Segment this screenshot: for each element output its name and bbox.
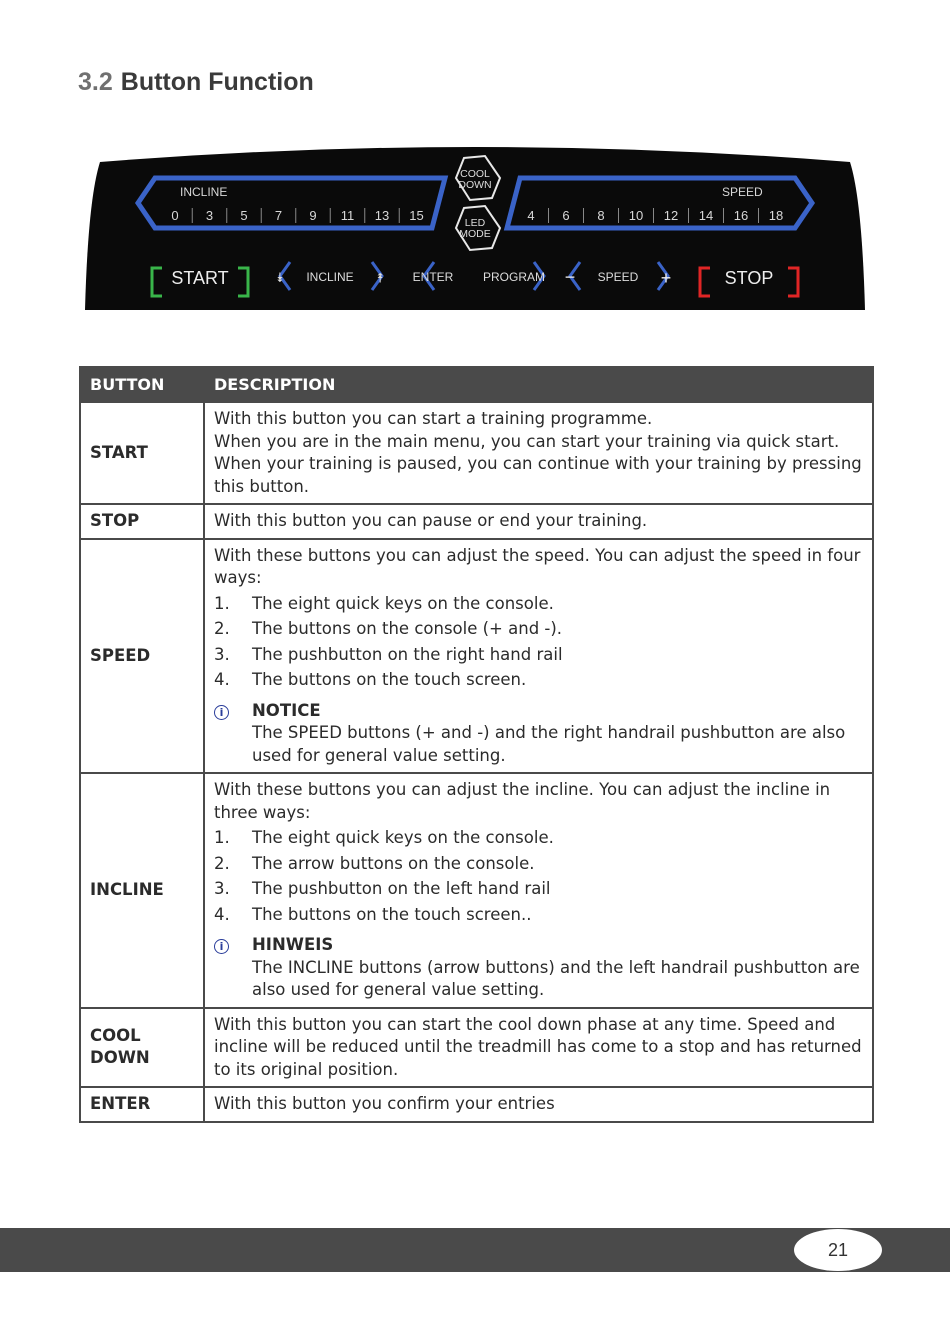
incline-console-label: INCLINE — [306, 270, 354, 284]
console-panel — [80, 140, 870, 320]
list-number: 3. — [214, 644, 230, 664]
cool-down-label-2: DOWN — [458, 179, 492, 191]
row-name-line: COOL — [90, 1025, 141, 1045]
row-name: INCLINE — [80, 773, 204, 1008]
incline-key-0[interactable]: 0 — [171, 208, 179, 223]
section-number: 3.2 — [78, 68, 113, 96]
speed-console-label: SPEED — [597, 270, 639, 284]
info-circle-icon: i — [214, 934, 252, 1002]
speed-key-10[interactable]: 10 — [628, 208, 644, 223]
list-text: The buttons on the touch screen.. — [252, 904, 532, 924]
list-number: 2. — [214, 853, 230, 873]
row-name-line: DOWN — [90, 1048, 150, 1068]
list-item — [214, 827, 863, 850]
row-description: With this button you can pause or end your training. — [204, 504, 873, 539]
speed-plus-icon[interactable]: + — [660, 268, 672, 288]
header-button: BUTTON — [80, 367, 204, 402]
desc-intro: With these buttons you can adjust the incline. You can adjust the incline in three ways: — [214, 780, 831, 822]
row-name: SPEED — [80, 539, 204, 774]
table-row-start — [80, 402, 873, 504]
list-number: 4. — [214, 904, 230, 924]
notice-text: The SPEED buttons (+ and -) and the right handrail pushbutton are also used for general value setting. — [252, 723, 846, 765]
list-item — [214, 593, 863, 616]
notice-box — [214, 934, 863, 1002]
enter-console-label: ENTER — [412, 270, 454, 284]
row-name: START — [80, 402, 204, 504]
incline-key-9[interactable]: 9 — [309, 208, 317, 223]
row-description: With this button you can start the cool down phase at any time. Speed and incline will be reduced until the treadmill has come to a stop and has returned to its original position. — [204, 1008, 873, 1088]
speed-key-12[interactable]: 12 — [663, 208, 679, 223]
row-description — [204, 773, 873, 1008]
list-text: The buttons on the touch screen. — [252, 670, 527, 689]
list-item — [214, 669, 863, 692]
speed-key-8[interactable]: 8 — [597, 208, 605, 223]
table-header-row — [80, 367, 873, 402]
incline-key-5[interactable]: 5 — [240, 208, 248, 223]
row-name — [80, 1008, 204, 1088]
list-text: The eight quick keys on the console. — [252, 828, 554, 847]
section-heading — [78, 68, 314, 97]
notice-text: The INCLINE buttons (arrow buttons) and the left handrail pushbutton are also used for general value setting. — [252, 957, 860, 999]
list-number: 3. — [214, 879, 230, 898]
list-number: 2. — [214, 619, 230, 638]
row-name: STOP — [80, 504, 204, 539]
list-text: The arrow buttons on the console. — [252, 853, 535, 873]
section-title: Button Function — [120, 68, 314, 96]
list-item — [214, 853, 863, 876]
list-item — [214, 618, 863, 641]
row-description — [204, 539, 873, 774]
incline-key-13[interactable]: 13 — [374, 208, 390, 223]
incline-key-3[interactable]: 3 — [205, 208, 214, 223]
list-item — [214, 878, 863, 901]
table-row-stop — [80, 504, 873, 539]
incline-key-15[interactable]: 15 — [409, 208, 424, 223]
notice-box — [214, 700, 863, 768]
desc-line: When your training is paused, you can continue with your training by pressing this button. — [214, 454, 862, 496]
led-mode-label-1: LED — [464, 217, 486, 229]
speed-minus-icon[interactable]: − — [564, 267, 576, 287]
incline-display-label: INCLINE — [180, 185, 228, 199]
row-name: ENTER — [80, 1087, 204, 1122]
page-number: 21 — [794, 1229, 882, 1271]
led-mode-label-2: MODE — [459, 228, 491, 240]
list-number: 4. — [214, 670, 230, 689]
notice-title: HINWEIS — [252, 935, 334, 954]
desc-intro: With these buttons you can adjust the speed. You can adjust the speed in four ways: — [214, 545, 861, 587]
header-description: DESCRIPTION — [204, 367, 873, 402]
list-text: The pushbutton on the left hand rail — [252, 879, 551, 898]
incline-down-icon[interactable]: ⯯ — [276, 270, 284, 285]
table-row-incline — [80, 773, 873, 1008]
list-text: The pushbutton on the right hand rail — [252, 644, 563, 664]
stop-console-label: STOP — [724, 268, 774, 288]
desc-line: With this button you can start a training programme. — [214, 409, 653, 428]
row-description: With this button you confirm your entries — [204, 1087, 873, 1122]
speed-key-16[interactable]: 16 — [733, 208, 749, 223]
speed-display-label: SPEED — [722, 185, 763, 199]
list-number: 1. — [214, 593, 230, 613]
table-row-enter — [80, 1087, 873, 1122]
program-console-label[interactable]: PROGRAM — [482, 270, 546, 284]
speed-key-6[interactable]: 6 — [562, 208, 570, 223]
table-row-cool-down — [80, 1008, 873, 1088]
table-row-speed — [80, 539, 873, 774]
incline-key-7[interactable]: 7 — [274, 208, 283, 223]
incline-up-icon[interactable]: ⯭ — [376, 270, 384, 285]
button-function-table — [79, 366, 874, 1123]
list-text: The eight quick keys on the console. — [252, 593, 554, 613]
speed-key-4[interactable]: 4 — [527, 208, 535, 223]
notice-title: NOTICE — [252, 700, 321, 720]
start-console-label: START — [171, 268, 229, 288]
cool-down-label-1: COOL — [460, 168, 490, 180]
list-number: 1. — [214, 828, 230, 847]
speed-key-18[interactable]: 18 — [768, 208, 784, 223]
list-item — [214, 644, 863, 667]
desc-line: When you are in the main menu, you can start your training via quick start. — [214, 431, 840, 451]
incline-key-11[interactable]: 11 — [340, 208, 355, 223]
info-circle-icon: i — [214, 700, 252, 768]
speed-key-14[interactable]: 14 — [698, 208, 714, 223]
list-text: The buttons on the console (+ and -). — [252, 619, 563, 638]
list-item — [214, 904, 863, 927]
row-description — [204, 402, 873, 504]
